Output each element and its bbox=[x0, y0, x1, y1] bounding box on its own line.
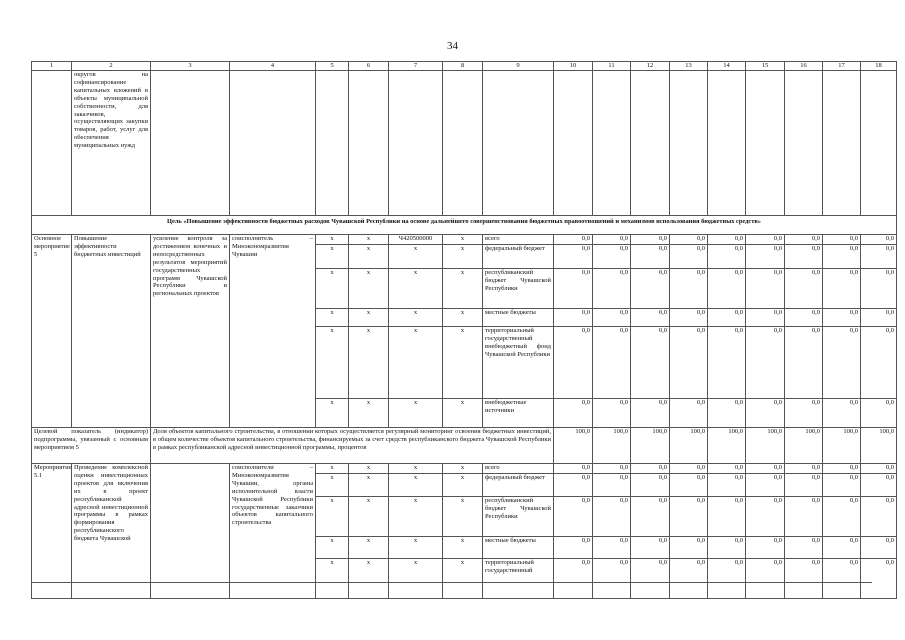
value-cell: 0,0 bbox=[670, 245, 708, 269]
code-cell-c5: x bbox=[316, 559, 349, 599]
indicator-label: Целевой показатель (индикатор) подпрограммы, увязанный с основным мероприятием 5 bbox=[32, 428, 151, 464]
code-cell-c8: x bbox=[443, 235, 483, 245]
column-number-7: 7 bbox=[389, 62, 443, 71]
measure-executor: соисполнители – Минэкономразвития Чувашии, органы исполнительной власти Чувашской Республики государственные заказчики объектов капитального строительства bbox=[230, 464, 316, 599]
value-cell: 0,0 bbox=[785, 559, 823, 599]
measure-name: Повышение эффективности бюджетных инвестиций bbox=[72, 235, 151, 428]
code-cell-c7: x bbox=[389, 327, 443, 399]
code-cell-c6: x bbox=[349, 235, 389, 245]
value-cell: 0,0 bbox=[670, 474, 708, 497]
column-number-11: 11 bbox=[593, 62, 631, 71]
indicator-value: 100,0 bbox=[861, 428, 897, 464]
measure-name: Проведение комплексной оценки инвестиционных проектов для включения их в проект республиканской адресной инвестиционной программы в рамках формирования республиканского бюджета Чувашской bbox=[72, 464, 151, 599]
code-cell-c8: x bbox=[443, 309, 483, 327]
code-cell-c7: x bbox=[389, 474, 443, 497]
value-cell: 0,0 bbox=[746, 235, 785, 245]
measure-executor: соисполнитель – Минэкономразвития Чувашии bbox=[230, 235, 316, 428]
code-cell-c7: x bbox=[389, 497, 443, 537]
funding-source: внебюджетные источники bbox=[483, 399, 554, 428]
code-cell-c7: x bbox=[389, 559, 443, 599]
value-cell: 0,0 bbox=[708, 309, 746, 327]
code-cell-c7: Ч420500000 bbox=[389, 235, 443, 245]
budget-table-sheet bbox=[31, 61, 894, 583]
table-row bbox=[32, 464, 897, 474]
value-cell: 0,0 bbox=[593, 269, 631, 309]
value-cell: 0,0 bbox=[631, 235, 670, 245]
value-cell: 0,0 bbox=[554, 464, 593, 474]
code-cell-c6: x bbox=[349, 464, 389, 474]
code-cell-c6: x bbox=[349, 497, 389, 537]
measure-type: Основное мероприятие 5 bbox=[32, 235, 72, 428]
indicator-value: 100,0 bbox=[823, 428, 861, 464]
value-cell: 0,0 bbox=[554, 497, 593, 537]
code-cell-c8: x bbox=[443, 327, 483, 399]
value-cell: 0,0 bbox=[861, 559, 897, 599]
indicator-row bbox=[32, 428, 897, 464]
column-number-8: 8 bbox=[443, 62, 483, 71]
value-cell: 0,0 bbox=[670, 399, 708, 428]
value-cell: 0,0 bbox=[593, 464, 631, 474]
value-cell: 0,0 bbox=[785, 399, 823, 428]
column-number-13: 13 bbox=[670, 62, 708, 71]
value-cell: 0,0 bbox=[861, 399, 897, 428]
value-cell: 0,0 bbox=[593, 309, 631, 327]
value-cell: 0,0 bbox=[708, 464, 746, 474]
continued-row bbox=[32, 71, 897, 216]
value-cell: 0,0 bbox=[631, 497, 670, 537]
value-cell: 0,0 bbox=[785, 235, 823, 245]
value-cell: 0,0 bbox=[593, 474, 631, 497]
value-cell: 0,0 bbox=[670, 309, 708, 327]
value-cell: 0,0 bbox=[631, 559, 670, 599]
column-number-12: 12 bbox=[631, 62, 670, 71]
funding-source: территориальный государственный bbox=[483, 559, 554, 599]
value-cell: 0,0 bbox=[861, 235, 897, 245]
value-cell: 0,0 bbox=[823, 559, 861, 599]
value-cell: 0,0 bbox=[708, 559, 746, 599]
value-cell: 0,0 bbox=[861, 309, 897, 327]
value-cell: 0,0 bbox=[631, 464, 670, 474]
value-cell: 0,0 bbox=[823, 474, 861, 497]
value-cell: 0,0 bbox=[861, 497, 897, 537]
column-number-17: 17 bbox=[823, 62, 861, 71]
value-cell: 0,0 bbox=[593, 497, 631, 537]
code-cell-c6: x bbox=[349, 245, 389, 269]
code-cell-c5: x bbox=[316, 464, 349, 474]
column-number-16: 16 bbox=[785, 62, 823, 71]
code-cell-c8: x bbox=[443, 474, 483, 497]
indicator-value: 100,0 bbox=[593, 428, 631, 464]
value-cell: 0,0 bbox=[785, 497, 823, 537]
value-cell: 0,0 bbox=[593, 399, 631, 428]
table-row bbox=[32, 235, 897, 245]
value-cell: 0,0 bbox=[823, 497, 861, 537]
code-cell-c8: x bbox=[443, 497, 483, 537]
value-cell: 0,0 bbox=[746, 245, 785, 269]
value-cell: 0,0 bbox=[631, 399, 670, 428]
budget-table bbox=[31, 61, 897, 599]
code-cell-c8: x bbox=[443, 559, 483, 599]
value-cell: 0,0 bbox=[708, 537, 746, 559]
value-cell: 0,0 bbox=[708, 235, 746, 245]
value-cell: 0,0 bbox=[554, 559, 593, 599]
code-cell-c7: x bbox=[389, 537, 443, 559]
value-cell: 0,0 bbox=[861, 474, 897, 497]
code-cell-c6: x bbox=[349, 559, 389, 599]
column-number-5: 5 bbox=[316, 62, 349, 71]
value-cell: 0,0 bbox=[708, 474, 746, 497]
value-cell: 0,0 bbox=[823, 309, 861, 327]
value-cell: 0,0 bbox=[554, 327, 593, 399]
value-cell: 0,0 bbox=[593, 327, 631, 399]
code-cell-c6: x bbox=[349, 537, 389, 559]
column-number-row bbox=[32, 62, 897, 71]
value-cell: 0,0 bbox=[785, 327, 823, 399]
value-cell: 0,0 bbox=[554, 474, 593, 497]
column-number-10: 10 bbox=[554, 62, 593, 71]
value-cell: 0,0 bbox=[670, 497, 708, 537]
value-cell: 0,0 bbox=[670, 269, 708, 309]
code-cell-c6: x bbox=[349, 399, 389, 428]
code-cell-c6: x bbox=[349, 327, 389, 399]
value-cell: 0,0 bbox=[823, 537, 861, 559]
value-cell: 0,0 bbox=[861, 245, 897, 269]
value-cell: 0,0 bbox=[746, 474, 785, 497]
value-cell: 0,0 bbox=[785, 537, 823, 559]
value-cell: 0,0 bbox=[823, 269, 861, 309]
value-cell: 0,0 bbox=[785, 474, 823, 497]
value-cell: 0,0 bbox=[554, 309, 593, 327]
column-number-18: 18 bbox=[861, 62, 897, 71]
value-cell: 0,0 bbox=[554, 245, 593, 269]
indicator-value: 100,0 bbox=[631, 428, 670, 464]
value-cell: 0,0 bbox=[670, 327, 708, 399]
code-cell-c5: x bbox=[316, 309, 349, 327]
indicator-value: 100,0 bbox=[554, 428, 593, 464]
code-cell-c7: x bbox=[389, 464, 443, 474]
value-cell: 0,0 bbox=[708, 399, 746, 428]
value-cell: 0,0 bbox=[593, 235, 631, 245]
value-cell: 0,0 bbox=[746, 399, 785, 428]
value-cell: 0,0 bbox=[861, 464, 897, 474]
code-cell-c7: x bbox=[389, 269, 443, 309]
value-cell: 0,0 bbox=[785, 245, 823, 269]
column-number-4: 4 bbox=[230, 62, 316, 71]
value-cell: 0,0 bbox=[861, 537, 897, 559]
funding-source: республиканский бюджет Чувашской Республики bbox=[483, 269, 554, 309]
value-cell: 0,0 bbox=[746, 269, 785, 309]
funding-source: местные бюджеты bbox=[483, 537, 554, 559]
value-cell: 0,0 bbox=[631, 245, 670, 269]
value-cell: 0,0 bbox=[631, 309, 670, 327]
goal-row bbox=[32, 216, 897, 235]
code-cell-c6: x bbox=[349, 309, 389, 327]
value-cell: 0,0 bbox=[593, 559, 631, 599]
value-cell: 0,0 bbox=[670, 559, 708, 599]
value-cell: 0,0 bbox=[823, 235, 861, 245]
value-cell: 0,0 bbox=[554, 399, 593, 428]
funding-source: местные бюджеты bbox=[483, 309, 554, 327]
value-cell: 0,0 bbox=[823, 464, 861, 474]
value-cell: 0,0 bbox=[554, 537, 593, 559]
code-cell-c7: x bbox=[389, 399, 443, 428]
funding-source: федеральный бюджет bbox=[483, 245, 554, 269]
code-cell-c5: x bbox=[316, 245, 349, 269]
indicator-value: 100,0 bbox=[746, 428, 785, 464]
funding-source: всего bbox=[483, 235, 554, 245]
column-number-15: 15 bbox=[746, 62, 785, 71]
code-cell-c8: x bbox=[443, 537, 483, 559]
column-number-6: 6 bbox=[349, 62, 389, 71]
measure-goal: усиление контроля за достижением конечных и непосредственных результатов мероприятий государственных программ Чувашской Республики и региональных проектов bbox=[151, 235, 230, 428]
continued-measure-text: округов на софинансирование капитальных вложений в объекты муниципальной собственности, для заказчиков, осуществляющих закупки товаров, работ, услуг для обеспечения муниципальных нужд bbox=[72, 71, 151, 216]
code-cell-c8: x bbox=[443, 464, 483, 474]
funding-source: всего bbox=[483, 464, 554, 474]
code-cell-c7: x bbox=[389, 309, 443, 327]
measure-type: Мероприятие 5.1 bbox=[32, 464, 72, 599]
value-cell: 0,0 bbox=[746, 559, 785, 599]
value-cell: 0,0 bbox=[631, 327, 670, 399]
indicator-text: Доля объектов капитального строительства, в отношении которых осуществляется регулярный мониторинг освоения бюджетных инвестиций, в общем количестве объектов капитального строительства, финансируемых за счет средств республиканского бюджета Чувашской Республики в рамках республиканской адресной инвестиционной программы, процентов bbox=[151, 428, 554, 464]
value-cell: 0,0 bbox=[554, 235, 593, 245]
value-cell: 0,0 bbox=[670, 235, 708, 245]
funding-source: территориальный государственный внебюджетный фонд Чувашской Республики bbox=[483, 327, 554, 399]
value-cell: 0,0 bbox=[785, 269, 823, 309]
value-cell: 0,0 bbox=[823, 245, 861, 269]
value-cell: 0,0 bbox=[708, 327, 746, 399]
value-cell: 0,0 bbox=[554, 269, 593, 309]
column-number-1: 1 bbox=[32, 62, 72, 71]
funding-source: республиканский бюджет Чувашской Республики bbox=[483, 497, 554, 537]
column-number-3: 3 bbox=[151, 62, 230, 71]
goal-text: Цель «Повышение эффективности бюджетных расходов Чувашской Республики на основе дальнейшего совершенствования бюджетных правоотношений и механизмов использования бюджетных средств» bbox=[32, 216, 897, 235]
value-cell: 0,0 bbox=[823, 327, 861, 399]
value-cell: 0,0 bbox=[746, 464, 785, 474]
page-number: 34 bbox=[447, 40, 458, 52]
value-cell: 0,0 bbox=[631, 537, 670, 559]
value-cell: 0,0 bbox=[708, 245, 746, 269]
code-cell-c8: x bbox=[443, 399, 483, 428]
code-cell-c5: x bbox=[316, 269, 349, 309]
code-cell-c7: x bbox=[389, 245, 443, 269]
code-cell-c6: x bbox=[349, 269, 389, 309]
funding-source: федеральный бюджет bbox=[483, 474, 554, 497]
indicator-value: 100,0 bbox=[670, 428, 708, 464]
value-cell: 0,0 bbox=[593, 245, 631, 269]
code-cell-c8: x bbox=[443, 245, 483, 269]
column-number-9: 9 bbox=[483, 62, 554, 71]
value-cell: 0,0 bbox=[785, 309, 823, 327]
value-cell: 0,0 bbox=[670, 537, 708, 559]
code-cell-c5: x bbox=[316, 327, 349, 399]
measure-goal bbox=[151, 464, 230, 599]
code-cell-c8: x bbox=[443, 269, 483, 309]
value-cell: 0,0 bbox=[861, 327, 897, 399]
code-cell-c5: x bbox=[316, 474, 349, 497]
value-cell: 0,0 bbox=[746, 497, 785, 537]
value-cell: 0,0 bbox=[746, 327, 785, 399]
indicator-value: 100,0 bbox=[708, 428, 746, 464]
code-cell-c5: x bbox=[316, 235, 349, 245]
cell-empty bbox=[32, 71, 72, 216]
code-cell-c5: x bbox=[316, 399, 349, 428]
value-cell: 0,0 bbox=[861, 269, 897, 309]
value-cell: 0,0 bbox=[746, 537, 785, 559]
value-cell: 0,0 bbox=[708, 497, 746, 537]
value-cell: 0,0 bbox=[631, 269, 670, 309]
value-cell: 0,0 bbox=[593, 537, 631, 559]
value-cell: 0,0 bbox=[785, 464, 823, 474]
value-cell: 0,0 bbox=[823, 399, 861, 428]
code-cell-c5: x bbox=[316, 497, 349, 537]
code-cell-c6: x bbox=[349, 474, 389, 497]
value-cell: 0,0 bbox=[746, 309, 785, 327]
indicator-value: 100,0 bbox=[785, 428, 823, 464]
code-cell-c5: x bbox=[316, 537, 349, 559]
value-cell: 0,0 bbox=[670, 464, 708, 474]
column-number-2: 2 bbox=[72, 62, 151, 71]
value-cell: 0,0 bbox=[631, 474, 670, 497]
column-number-14: 14 bbox=[708, 62, 746, 71]
value-cell: 0,0 bbox=[708, 269, 746, 309]
